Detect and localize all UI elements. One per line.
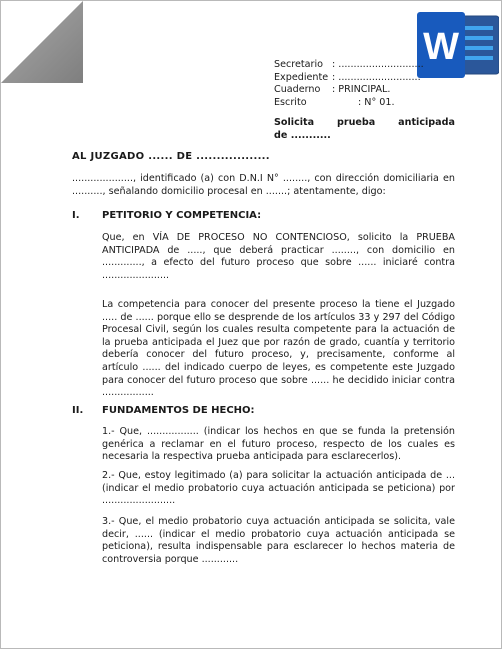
body-paragraph: La competencia para conocer del presente proceso la tiene el Juzgado ..... de ...... porque ello se desprende de los artículos 33 y 297 del Código Procesal Civil, según los cuales resulta competente para la actuación de la prueba anticipada el Juez que por razón de grado, cuantía y territorio debería conocer del futuro proceso, y, precisamente, conforme al artículo ...... del indicado cuerpo de leyes, es competente este Juzgado para conocer del futuro proceso que sobre ...... he decidido iniciar contra .................: [102, 299, 455, 399]
sumilla-word: anticipada: [398, 117, 455, 128]
page-fold-icon: [1, 1, 83, 83]
escrito-label: Escrito: [274, 96, 307, 108]
body-paragraph: 2.- Que, estoy legitimado (a) para solicitar la actuación anticipada de ... (indicar el medio probatorio cuya actuación anticipada se peticiona) por ........................: [102, 470, 455, 507]
secretario-line: [274, 59, 424, 72]
expediente-label: Expediente: [274, 71, 329, 83]
cuaderno-value: : PRINCIPAL.: [332, 84, 391, 95]
case-info: [274, 59, 424, 109]
sumilla-line-2: de ...........: [274, 129, 331, 141]
secretario-value: : ............................: [332, 59, 424, 70]
section-number: II.: [72, 405, 84, 416]
word-icon-letter: W: [423, 26, 459, 68]
body-paragraph: Que, en VÍA DE PROCESO NO CONTENCIOSO, solicito la PRUEBA ANTICIPADA de ....., que deberá practicar ........, con domicilio en ............., a efecto del futuro proceso que sobre ...... iniciaré contra ......................: [102, 232, 455, 281]
cuaderno-label: Cuaderno: [274, 84, 321, 95]
expediente-line: [274, 72, 424, 85]
court-heading: AL JUZGADO ...... DE ..................: [72, 151, 270, 162]
cuaderno-line: [274, 84, 424, 97]
body-paragraph: 1.- Que, ................. (indicar los hechos en que se funda la pretensión genérica a reclamar en el futuro proceso, respecto de los cuales es necesaria la respectiva prueba anticipada para esclarecerlos).: [102, 426, 455, 463]
escrito-value: : N° 01.: [358, 96, 395, 108]
escrito-line: [274, 97, 424, 110]
section-title: PETITORIO Y COMPETENCIA:: [102, 210, 262, 221]
sumilla-word: prueba: [337, 117, 376, 128]
intro-paragraph: ...................., identificado (a) con D.N.I N° ........, con dirección domiciliaria en .........., señalando domicilio procesal en .......; atentamente, digo:: [72, 173, 455, 197]
sumilla: [274, 117, 455, 142]
section-number: I.: [72, 210, 80, 221]
expediente-value: : ...........................: [332, 71, 421, 83]
section-title: FUNDAMENTOS DE HECHO:: [102, 405, 255, 416]
microsoft-word-icon: [415, 8, 499, 82]
sumilla-word: Solicita: [274, 117, 315, 128]
secretario-label: Secretario: [274, 59, 324, 70]
body-paragraph: 3.- Que, el medio probatorio cuya actuación anticipada se solicita, vale decir, ...... (indicar el medio probatorio cuya actuación anticipada se peticiona), resulta indispensable para esclarecer lo hechos materia de controversia porque ............: [102, 516, 455, 565]
